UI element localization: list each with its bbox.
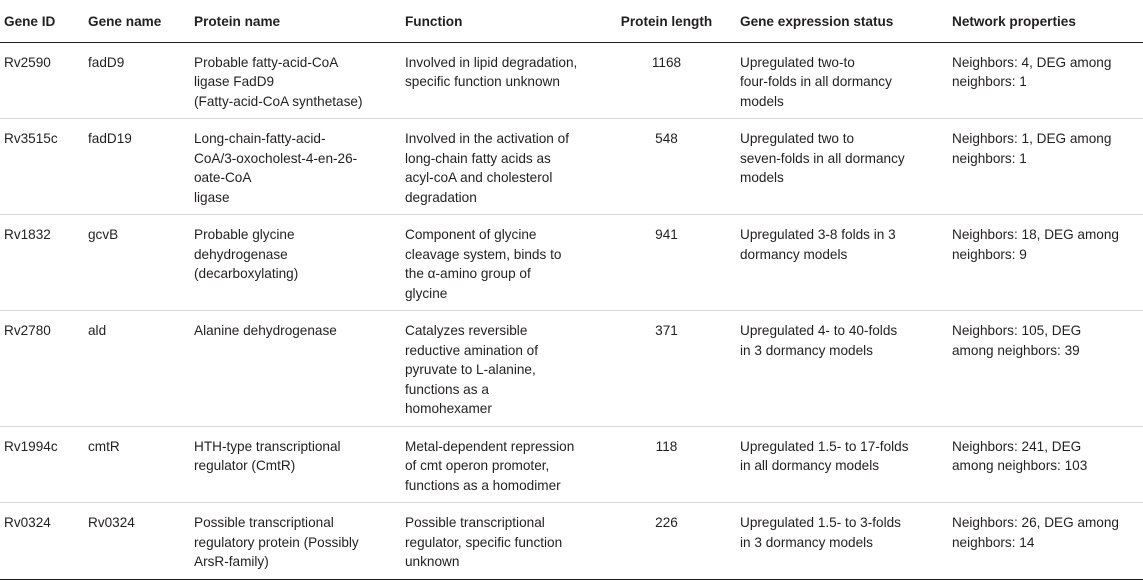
cell-protein-name: Probable glycine dehydrogenase (decarboxylating)	[188, 215, 399, 311]
cell-function: Catalyzes reversible reductive amination of pyruvate to L-alanine, functions as a homohexamer	[399, 311, 599, 427]
table-row	[0, 426, 1143, 503]
cell-expression-status: Upregulated two-to four-folds in all dormancy models	[734, 42, 946, 119]
cell-function: Involved in the activation of long-chain fatty acids as acyl-coA and cholesterol degradation	[399, 119, 599, 215]
cell-protein-length: 941	[599, 215, 734, 311]
cell-function: Component of glycine cleavage system, binds to the α-amino group of glycine	[399, 215, 599, 311]
table-row	[0, 503, 1143, 580]
cell-gene-id: Rv2590	[0, 42, 82, 119]
cell-network-properties: Neighbors: 105, DEG among neighbors: 39	[946, 311, 1143, 427]
cell-function: Metal-dependent repression of cmt operon promoter, functions as a homodimer	[399, 426, 599, 503]
cell-gene-name: fadD19	[82, 119, 188, 215]
cell-network-properties: Neighbors: 26, DEG among neighbors: 14	[946, 503, 1143, 580]
cell-network-properties: Neighbors: 18, DEG among neighbors: 9	[946, 215, 1143, 311]
cell-expression-status: Upregulated 4- to 40-folds in 3 dormancy models	[734, 311, 946, 427]
cell-protein-name: Long-chain-fatty-acid- CoA/3-oxocholest-4-en-26- oate-CoA ligase	[188, 119, 399, 215]
table-row	[0, 119, 1143, 215]
cell-function: Possible transcriptional regulator, specific function unknown	[399, 503, 599, 580]
cell-network-properties: Neighbors: 1, DEG among neighbors: 1	[946, 119, 1143, 215]
cell-gene-name: fadD9	[82, 42, 188, 119]
cell-gene-name: gcvB	[82, 215, 188, 311]
cell-network-properties: Neighbors: 4, DEG among neighbors: 1	[946, 42, 1143, 119]
table-body	[0, 42, 1143, 579]
cell-expression-status: Upregulated 1.5- to 17-folds in all dormancy models	[734, 426, 946, 503]
cell-network-properties: Neighbors: 241, DEG among neighbors: 103	[946, 426, 1143, 503]
table-header	[0, 4, 1143, 42]
cell-gene-id: Rv2780	[0, 311, 82, 427]
header-row	[0, 4, 1143, 42]
header-gene-name: Gene name	[82, 4, 188, 42]
cell-protein-name: HTH-type transcriptional regulator (CmtR)	[188, 426, 399, 503]
table-row	[0, 215, 1143, 311]
cell-protein-length: 226	[599, 503, 734, 580]
cell-gene-id: Rv0324	[0, 503, 82, 580]
cell-gene-id: Rv1994c	[0, 426, 82, 503]
cell-gene-name: ald	[82, 311, 188, 427]
cell-protein-length: 548	[599, 119, 734, 215]
cell-protein-name: Alanine dehydrogenase	[188, 311, 399, 427]
header-protein-length: Protein length	[599, 4, 734, 42]
header-network-properties: Network properties	[946, 4, 1143, 42]
cell-function: Involved in lipid degradation, specific function unknown	[399, 42, 599, 119]
cell-gene-name: Rv0324	[82, 503, 188, 580]
header-protein-name: Protein name	[188, 4, 399, 42]
cell-protein-length: 1168	[599, 42, 734, 119]
cell-protein-length: 118	[599, 426, 734, 503]
header-gene-expression-status: Gene expression status	[734, 4, 946, 42]
header-function: Function	[399, 4, 599, 42]
cell-gene-name: cmtR	[82, 426, 188, 503]
gene-table	[0, 4, 1143, 580]
cell-expression-status: Upregulated two to seven-folds in all dormancy models	[734, 119, 946, 215]
header-gene-id: Gene ID	[0, 4, 82, 42]
cell-protein-name: Possible transcriptional regulatory protein (Possibly ArsR-family)	[188, 503, 399, 580]
cell-protein-name: Probable fatty-acid-CoA ligase FadD9 (Fatty-acid-CoA synthetase)	[188, 42, 399, 119]
cell-expression-status: Upregulated 1.5- to 3-folds in 3 dormancy models	[734, 503, 946, 580]
cell-gene-id: Rv1832	[0, 215, 82, 311]
cell-gene-id: Rv3515c	[0, 119, 82, 215]
table-row	[0, 42, 1143, 119]
cell-protein-length: 371	[599, 311, 734, 427]
cell-expression-status: Upregulated 3-8 folds in 3 dormancy models	[734, 215, 946, 311]
table-row	[0, 311, 1143, 427]
